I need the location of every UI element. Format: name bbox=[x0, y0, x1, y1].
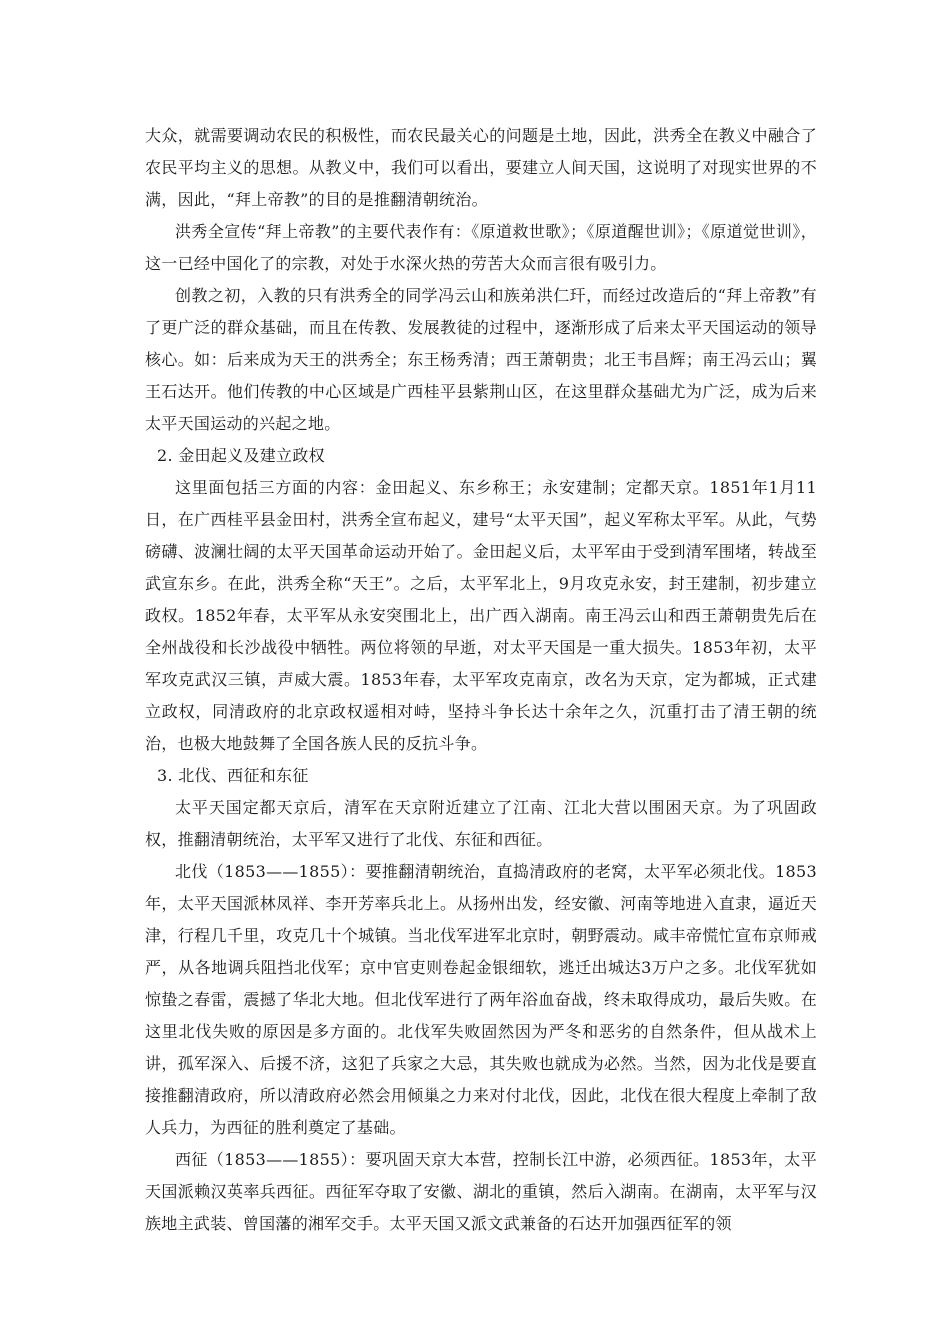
paragraph-founding: 创教之初，入教的只有洪秀全的同学冯云山和族弟洪仁玕，而经过改造后的“拜上帝教”有了更广泛的群众基础，而且在传教、发展教徒的过程中，逐渐形成了后来太平天国运动的领导核心。如：后来成为天王的洪秀全；东王杨秀清；西王萧朝贵；北王韦昌辉；南王冯云山；翼王石达开。他们传教的中心区域是广西桂平县紫荆山区，在这里群众基础尤为广泛，成为后来太平天国运动的兴起之地。 bbox=[145, 286, 817, 433]
paragraph-western-expedition: 西征（1853——1855）：要巩固天京大本营，控制长江中游，必须西征。1853年，太平天国派赖汉英率兵西征。西征军夺取了安徽、湖北的重镇，然后入湖南。在湖南，太平军与汉族地主武装、曾国藩的湘军交手。太平天国又派文武兼备的石达开加强西征军的领 bbox=[145, 1150, 817, 1233]
paragraph-northern-expedition: 北伐（1853——1855）：要推翻清朝统治，直捣清政府的老窝，太平军必须北伐。1853年，太平天国派林凤祥、李开芳率兵北上。从扬州出发，经安徽、河南等地进入直隶，逼近天津，行程几千里，攻克几十个城镇。当北伐军进军北京时，朝野震动。咸丰帝慌忙宣布京师戒严，从各地调兵阻挡北伐军；京中官吏则卷起金银细软，逃迁出城达3万户之多。北伐军犹如惊蛰之春雷，震撼了华北大地。但北伐军进行了两年浴血奋战，终未取得成功，最后失败。在这里北伐失败的原因是多方面的。北伐军失败固然因为严冬和恶劣的自然条件，但从战术上讲，孤军深入、后援不济，这犯了兵家之大忌，其失败也就成为必然。当然，因为北伐是要直接推翻清政府，所以清政府必然会用倾巢之力来对付北伐，因此，北伐在很大程度上牵制了敌人兵力，为西征的胜利奠定了基础。 bbox=[145, 862, 817, 1137]
paragraph-jintian: 这里面包括三方面的内容：金田起义、东乡称王；永安建制；定都天京。1851年1月11日，在广西桂平县金田村，洪秀全宣布起义，建号“太平天国”，起义军称太平军。从此，气势磅礴、波澜壮阔的太平天国革命运动开始了。金田起义后，太平军由于受到清军围堵，转战至武宣东乡。在此，洪秀全称“天王”。之后，太平军北上，9月攻克永安，封王建制，初步建立政权。1852年春，太平军从永安突围北上，出广西入湖南。南王冯云山和西王萧朝贵先后在全州战役和长沙战役中牺牲。两位将领的早逝，对太平天国是一重大损失。1853年初，太平军攻克武汉三镇，声威大震。1853年春，太平军攻克南京，改名为天京，定为都城，正式建立政权，同清政府的北京政权遥相对峙，坚持斗争长达十余年之久，沉重打击了清王朝的统治，也极大地鼓舞了全国各族人民的反抗斗争。 bbox=[145, 478, 817, 753]
section-heading-campaigns: 3. 北伐、西征和东征 bbox=[157, 766, 309, 785]
section-heading-jintian: 2. 金田起义及建立政权 bbox=[157, 446, 325, 465]
paragraph-works: 洪秀全宣传“拜上帝教”的主要代表作有：《原道救世歌》；《原道醒世训》；《原道觉世训》，这一已经中国化了的宗教，对处于水深火热的劳苦大众而言很有吸引力。 bbox=[145, 222, 817, 273]
document-page bbox=[145, 120, 817, 1240]
paragraph-campaigns-intro: 太平天国定都天京后，清军在天京附近建立了江南、江北大营以围困天京。为了巩固政权，推翻清朝统治，太平军又进行了北伐、东征和西征。 bbox=[145, 798, 817, 849]
paragraph-continuation: 大众，就需要调动农民的积极性，而农民最关心的问题是土地，因此，洪秀全在教义中融合了农民平均主义的思想。从教义中，我们可以看出，要建立人间天国，这说明了对现实世界的不满，因此，“拜上帝教”的目的是推翻清朝统治。 bbox=[145, 126, 817, 209]
